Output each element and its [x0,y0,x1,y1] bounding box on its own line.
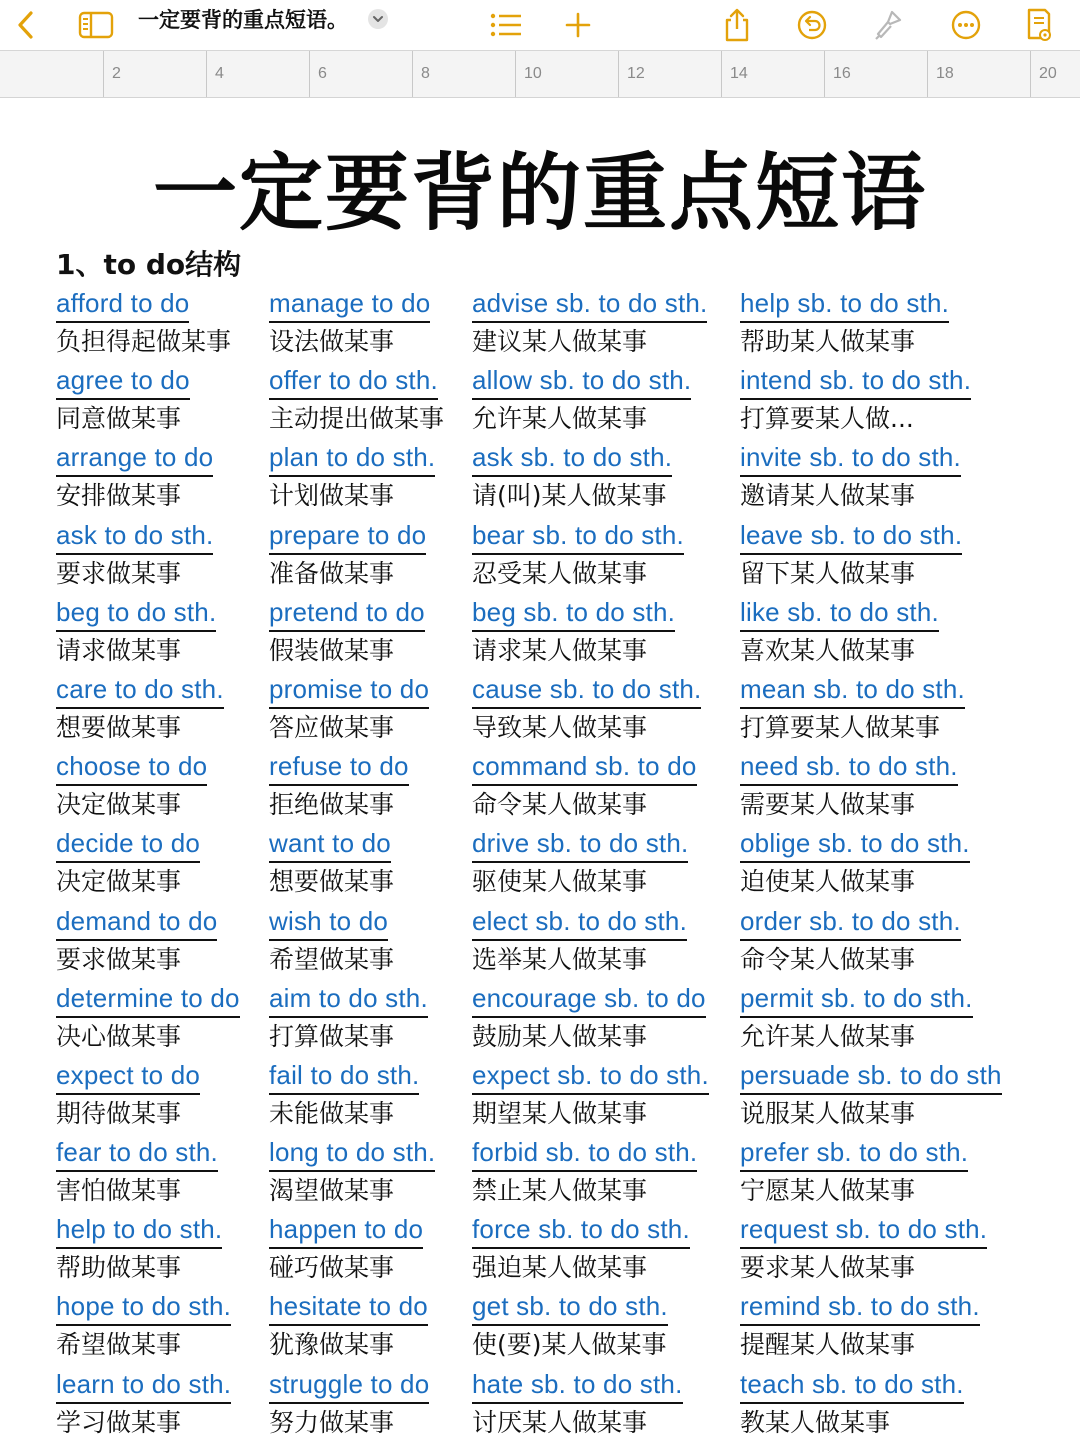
phrase-entry [472,1288,709,1365]
chinese-meaning: 说服某人做某事 [740,1098,916,1128]
phrase-entry [472,594,709,671]
english-phrase-link[interactable]: offer to do sth. [269,362,438,400]
chinese-meaning: 打算要某人做... [740,404,914,434]
chinese-meaning: 需要某人做某事 [740,790,916,820]
chinese-meaning: 命令某人做某事 [740,944,916,974]
english-phrase-link[interactable]: ask to do sth. [56,517,213,555]
phrase-entry [56,748,240,825]
english-phrase-link[interactable]: mean sb. to do sth. [740,671,965,709]
chinese-meaning: 未能做某事 [269,1098,395,1128]
english-phrase-link[interactable]: advise sb. to do sth. [472,285,707,323]
chinese-meaning: 害怕做某事 [56,1176,182,1206]
english-phrase-link[interactable]: bear sb. to do sth. [472,517,684,555]
chinese-meaning: 努力做某事 [269,1407,395,1437]
chinese-meaning: 邀请某人做某事 [740,481,916,511]
chinese-meaning: 假装做某事 [269,635,395,665]
chinese-meaning: 选举某人做某事 [472,944,648,974]
phrase-entry [740,285,1002,362]
ruler-number: 20 [1039,65,1057,82]
chinese-meaning: 安排做某事 [56,481,182,511]
english-phrase-link[interactable]: remind sb. to do sth. [740,1288,980,1326]
ruler-tick [618,51,619,97]
phrase-entry [269,980,444,1057]
english-phrase-link[interactable]: hate sb. to do sth. [472,1366,683,1404]
english-phrase-link[interactable]: cause sb. to do sth. [472,671,701,709]
chinese-meaning: 迫使某人做某事 [740,867,916,897]
ruler-tick [206,51,207,97]
more-icon[interactable] [946,0,986,50]
list-icon[interactable] [486,0,526,50]
phrase-entry [269,1366,444,1443]
phrase-entry [472,1211,709,1288]
english-phrase-link[interactable]: agree to do [56,362,190,400]
chevron-down-icon[interactable] [368,9,388,29]
add-icon[interactable] [560,0,596,50]
phrase-entry [740,594,1002,671]
english-phrase-link[interactable]: wish to do [269,903,388,941]
ruler-tick [1030,51,1031,97]
phrase-entry [56,903,240,980]
phrase-entry [740,1211,1002,1288]
english-phrase-link[interactable]: teach sb. to do sth. [740,1366,964,1404]
phrase-entry [472,1366,709,1443]
phrase-entry [269,1057,444,1134]
phrase-entry [269,285,444,362]
english-phrase-link[interactable]: force sb. to do sth. [472,1211,690,1249]
english-phrase-link[interactable]: pretend to do [269,594,425,632]
phrase-entry [269,1134,444,1211]
ruler-tick [927,51,928,97]
ruler-tick [103,51,104,97]
phrase-entry [56,1211,240,1288]
english-phrase-link[interactable]: persuade sb. to do sth [740,1057,1002,1095]
english-phrase-link[interactable]: refuse to do [269,748,409,786]
phrase-entry [56,1288,240,1365]
chinese-meaning: 请求某人做某事 [472,635,648,665]
phrase-entry [269,439,444,516]
english-phrase-link[interactable]: promise to do [269,671,429,709]
english-phrase-link[interactable]: long to do sth. [269,1134,435,1172]
english-phrase-link[interactable]: hesitate to do [269,1288,428,1326]
chinese-meaning: 忍受某人做某事 [472,558,648,588]
ruler-number: 6 [318,65,327,82]
phrase-entry [472,285,709,362]
undo-icon[interactable] [792,0,832,50]
english-phrase-link[interactable]: beg sb. to do sth. [472,594,675,632]
english-phrase-link[interactable]: struggle to do [269,1366,429,1404]
english-phrase-link[interactable]: want to do [269,825,391,863]
document-settings-icon[interactable] [1020,0,1058,50]
share-icon[interactable] [718,0,756,50]
chinese-meaning: 渴望做某事 [269,1176,395,1206]
phrase-entry [269,825,444,902]
english-phrase-link[interactable]: invite sb. to do sth. [740,439,961,477]
english-phrase-link[interactable]: fail to do sth. [269,1057,419,1095]
english-phrase-link[interactable]: prepare to do [269,517,426,555]
chinese-meaning: 期待做某事 [56,1098,182,1128]
chinese-meaning: 讨厌某人做某事 [472,1407,648,1437]
phrase-entry [472,439,709,516]
english-phrase-link[interactable]: ask sb. to do sth. [472,439,672,477]
phrase-entry [472,362,709,439]
chinese-meaning: 决定做某事 [56,867,182,897]
chinese-meaning: 帮助某人做某事 [740,327,916,356]
phrase-entry [269,748,444,825]
phrase-entry [472,517,709,594]
english-phrase-link[interactable]: plan to do sth. [269,439,435,477]
ruler-tick [515,51,516,97]
chinese-meaning: 犹豫做某事 [269,1330,395,1360]
english-phrase-link[interactable]: happen to do [269,1211,423,1249]
chinese-meaning: 要求某人做某事 [740,1253,916,1283]
ruler-number: 10 [524,65,542,82]
chinese-meaning: 命令某人做某事 [472,790,648,820]
english-phrase-link[interactable]: fear to do sth. [56,1134,218,1172]
chinese-meaning: 决定做某事 [56,790,182,820]
english-phrase-link[interactable]: leave sb. to do sth. [740,517,962,555]
english-phrase-link[interactable]: forbid sb. to do sth. [472,1134,697,1172]
chinese-meaning: 打算做某事 [269,1021,395,1051]
ruler-number: 2 [112,65,121,82]
english-phrase-link[interactable]: decide to do [56,825,200,863]
chinese-meaning: 打算要某人做某事 [740,712,941,742]
format-brush-icon[interactable] [868,0,908,50]
chinese-meaning: 期望某人做某事 [472,1098,648,1128]
english-phrase-link[interactable]: choose to do [56,748,207,786]
ruler-number: 18 [936,65,954,82]
english-phrase-link[interactable]: get sb. to do sth. [472,1288,668,1326]
phrase-entry [472,748,709,825]
english-phrase-link[interactable]: encourage sb. to do [472,980,706,1018]
english-phrase-link[interactable]: manage to do [269,285,430,323]
phrase-entry [472,980,709,1057]
phrase-entry [472,825,709,902]
english-phrase-link[interactable]: hope to do sth. [56,1288,231,1326]
chinese-meaning: 提醒某人做某事 [740,1330,916,1360]
chinese-meaning: 请(叫)某人做某事 [472,481,667,511]
phrase-entry [472,1134,709,1211]
chinese-meaning: 允许某人做某事 [472,404,648,434]
english-phrase-link[interactable]: determine to do [56,980,240,1018]
phrase-entry [56,1134,240,1211]
phrase-entry [56,1366,240,1443]
phrase-entry [56,439,240,516]
phrase-entry [472,1057,709,1134]
english-phrase-link[interactable]: permit sb. to do sth. [740,980,973,1018]
chinese-meaning: 拒绝做某事 [269,790,395,820]
ruler-number: 12 [627,65,645,82]
phrase-entry [740,980,1002,1057]
chinese-meaning: 计划做某事 [269,481,395,511]
phrase-entry [472,903,709,980]
chinese-meaning: 要求做某事 [56,558,182,588]
document-title[interactable]: 一定要背的重点短语。 [138,8,348,32]
english-phrase-link[interactable]: afford to do [56,285,189,323]
phrase-entry [740,517,1002,594]
phrase-entry [56,980,240,1057]
phrase-entry [56,517,240,594]
chinese-meaning: 鼓励某人做某事 [472,1021,648,1051]
chinese-meaning: 要求做某事 [56,944,182,974]
phrase-entry [56,671,240,748]
phrase-entry [740,825,1002,902]
ruler-tick [824,51,825,97]
phrase-entry [740,439,1002,516]
chinese-meaning: 学习做某事 [56,1407,182,1437]
english-phrase-link[interactable]: prefer sb. to do sth. [740,1134,968,1172]
english-phrase-link[interactable]: intend sb. to do sth. [740,362,971,400]
chinese-meaning: 希望做某事 [269,944,395,974]
phrase-entry [269,1288,444,1365]
english-phrase-link[interactable]: elect sb. to do sth. [472,903,687,941]
chinese-meaning: 决心做某事 [56,1021,182,1051]
chinese-meaning: 使(要)某人做某事 [472,1330,667,1360]
phrase-entry [740,748,1002,825]
english-phrase-link[interactable]: allow sb. to do sth. [472,362,691,400]
english-phrase-link[interactable]: help to do sth. [56,1211,222,1249]
phrase-entry [269,594,444,671]
english-phrase-link[interactable]: learn to do sth. [56,1366,231,1404]
chinese-meaning: 禁止某人做某事 [472,1176,648,1206]
chinese-meaning: 教某人做某事 [740,1407,891,1437]
toolbar [0,0,1080,51]
phrase-column-3 [472,285,709,1443]
chinese-meaning: 导致某人做某事 [472,712,648,742]
chinese-meaning: 想要做某事 [269,867,395,897]
chinese-meaning: 请求做某事 [56,635,182,665]
chinese-meaning: 准备做某事 [269,558,395,588]
phrase-entry [56,825,240,902]
phrase-entry [269,362,444,439]
document-heading[interactable]: 一定要背的重点短语 [152,144,927,242]
sidebar-icon[interactable] [76,0,116,50]
ruler-number: 14 [730,65,748,82]
english-phrase-link[interactable]: demand to do [56,903,217,941]
english-phrase-link[interactable]: expect sb. to do sth. [472,1057,709,1095]
english-phrase-link[interactable]: arrange to do [56,439,213,477]
ruler[interactable] [0,51,1080,98]
phrase-entry [56,1057,240,1134]
ruler-number: 4 [215,65,224,82]
chinese-meaning: 建议某人做某事 [472,327,648,356]
phrase-column-2 [269,285,444,1443]
chinese-meaning: 驱使某人做某事 [472,867,648,897]
chinese-meaning: 强迫某人做某事 [472,1253,648,1283]
english-phrase-link[interactable]: command sb. to do [472,748,697,786]
chinese-meaning: 答应做某事 [269,712,395,742]
chinese-meaning: 希望做某事 [56,1330,182,1360]
phrase-entry [269,903,444,980]
phrase-column-4 [740,285,1002,1443]
phrase-entry [740,1134,1002,1211]
phrase-entry [740,903,1002,980]
ruler-number: 16 [833,65,851,82]
english-phrase-link[interactable]: aim to do sth. [269,980,428,1018]
phrase-entry [740,1057,1002,1134]
chinese-meaning: 帮助做某事 [56,1253,182,1283]
chinese-meaning: 想要做某事 [56,712,182,742]
section-title[interactable]: 1、to do结构 [56,248,242,281]
phrase-entry [269,517,444,594]
ruler-tick [721,51,722,97]
chinese-meaning: 喜欢某人做某事 [740,635,916,665]
ruler-tick [309,51,310,97]
phrase-entry [740,1288,1002,1365]
phrase-entry [56,362,240,439]
english-phrase-link[interactable]: help sb. to do sth. [740,285,949,323]
phrase-entry [472,671,709,748]
english-phrase-link[interactable]: oblige sb. to do sth. [740,825,970,863]
english-phrase-link[interactable]: drive sb. to do sth. [472,825,688,863]
chinese-meaning: 设法做某事 [269,327,395,356]
chinese-meaning: 负担得起做某事 [56,327,232,356]
phrase-entry [56,285,240,362]
phrase-column-1 [56,285,240,1443]
ruler-tick [412,51,413,97]
english-phrase-link[interactable]: order sb. to do sth. [740,903,961,941]
chinese-meaning: 宁愿某人做某事 [740,1176,916,1206]
english-phrase-link[interactable]: expect to do [56,1057,200,1095]
phrase-entry [269,1211,444,1288]
phrase-entry [56,594,240,671]
english-phrase-link[interactable]: like sb. to do sth. [740,594,939,632]
english-phrase-link[interactable]: need sb. to do sth. [740,748,958,786]
chinese-meaning: 碰巧做某事 [269,1253,395,1283]
chinese-meaning: 留下某人做某事 [740,558,916,588]
english-phrase-link[interactable]: request sb. to do sth. [740,1211,987,1249]
back-chevron-icon[interactable] [10,0,42,50]
chinese-meaning: 允许某人做某事 [740,1021,916,1051]
phrase-entry [740,671,1002,748]
english-phrase-link[interactable]: beg to do sth. [56,594,216,632]
english-phrase-link[interactable]: care to do sth. [56,671,224,709]
phrase-entry [740,362,1002,439]
phrase-entry [269,671,444,748]
chinese-meaning: 同意做某事 [56,404,182,434]
chinese-meaning: 主动提出做某事 [269,404,445,434]
phrase-entry [740,1366,1002,1443]
ruler-number: 8 [421,65,430,82]
